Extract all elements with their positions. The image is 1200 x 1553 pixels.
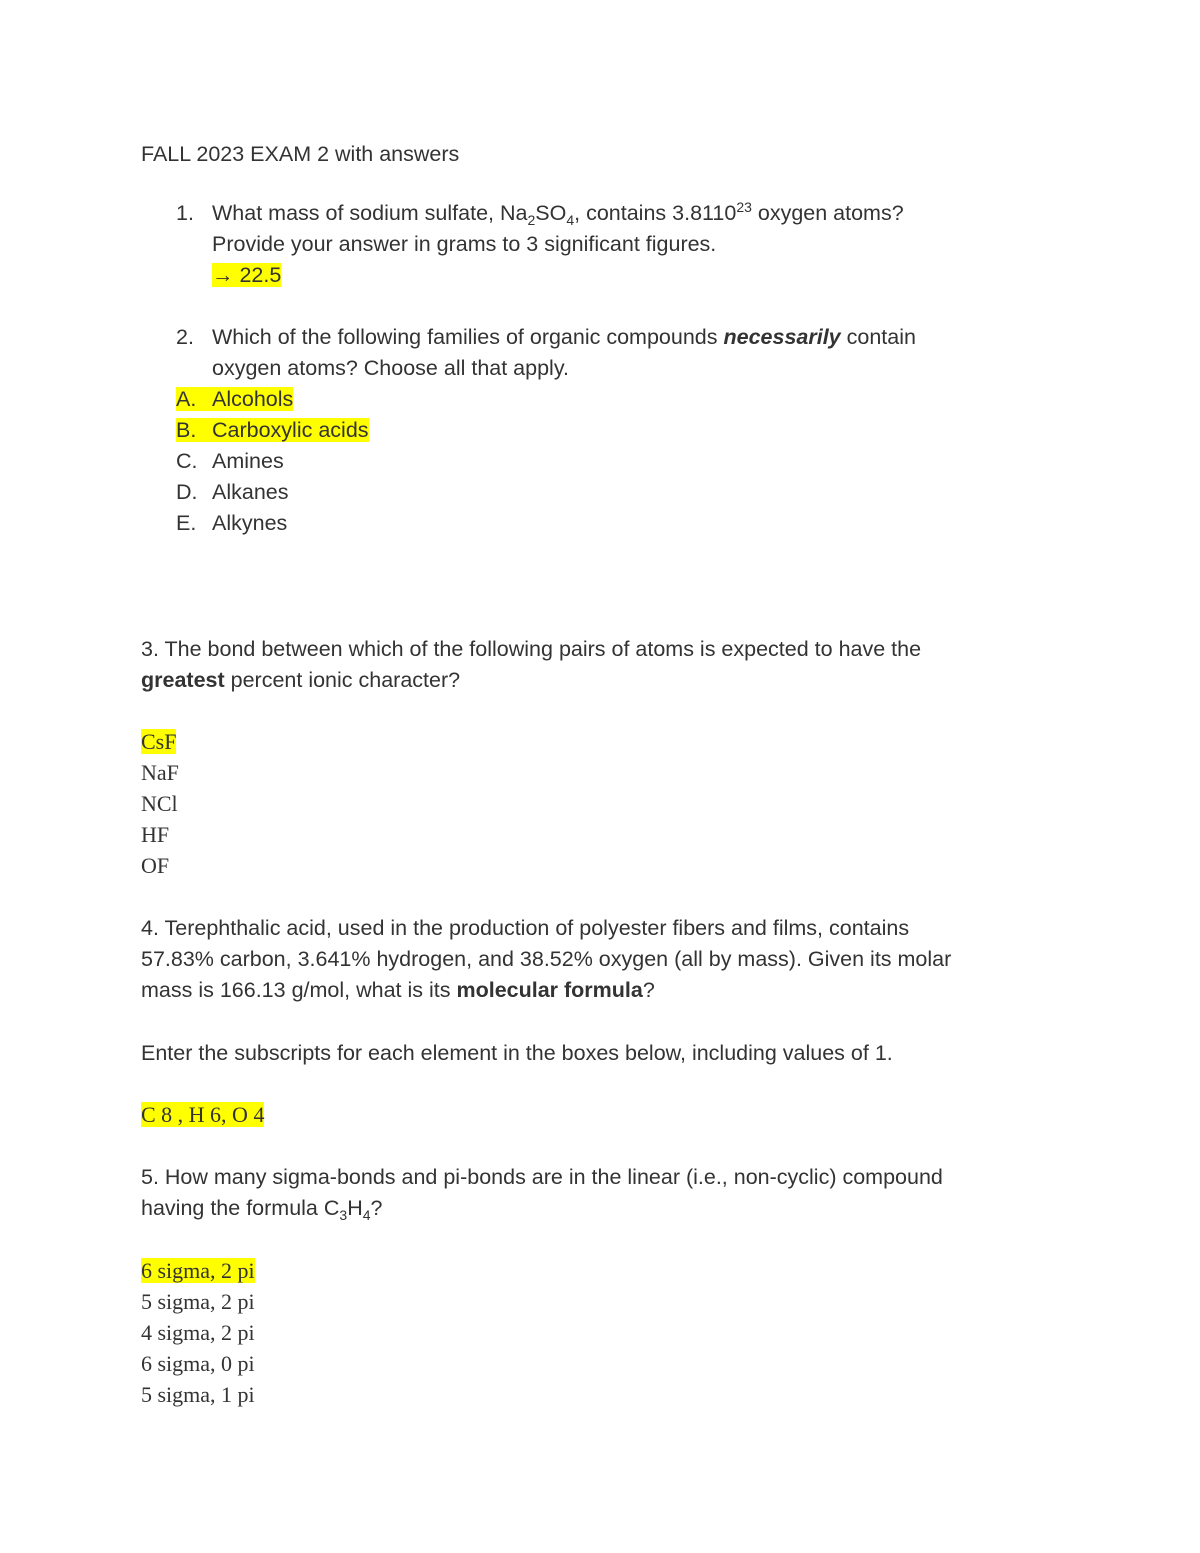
- option-b: [176, 416, 369, 444]
- option-letter: D.: [176, 480, 198, 504]
- question-4-line-3: [141, 976, 655, 1004]
- question-4-line-1: 4. Terephthalic acid, used in the production of polyester fibers and films, contains: [141, 916, 910, 940]
- superscript: 23: [736, 199, 752, 215]
- subscript: 4: [362, 1207, 371, 1223]
- q3-option-5: OF: [141, 853, 170, 878]
- option-letter: C.: [176, 449, 198, 473]
- option-d: [176, 478, 289, 506]
- question-4-line-2: 57.83% carbon, 3.641% hydrogen, and 38.52% oxygen (all by mass). Given its molar: [141, 947, 952, 971]
- answer-highlight: → 22.5: [212, 263, 282, 287]
- subscript: 2: [527, 212, 536, 228]
- option-letter: B.: [176, 418, 197, 442]
- question-3-line-2: [141, 666, 460, 694]
- q5-option-1: [141, 1257, 255, 1285]
- question-1-text: What mass of sodium sulfate, Na: [212, 201, 528, 225]
- option-label: Carboxylic acids: [212, 418, 369, 442]
- document-title: FALL 2023 EXAM 2 with answers: [141, 142, 460, 166]
- question-5-line-2: [141, 1194, 382, 1222]
- answer-highlight: 6 sigma, 2 pi: [141, 1258, 255, 1283]
- subscript: 3: [339, 1207, 348, 1223]
- q3-option-2: NaF: [141, 760, 179, 785]
- q3-option-3: NCl: [141, 791, 178, 816]
- q3-option-4: HF: [141, 822, 170, 847]
- question-1-answer: [212, 261, 281, 289]
- answer-highlight: [176, 387, 293, 411]
- question-1: [176, 199, 904, 227]
- answer-highlight: [176, 418, 369, 442]
- question-1-number: 1.: [176, 201, 194, 225]
- option-c: [176, 447, 284, 475]
- emphasis-text: greatest: [141, 668, 225, 692]
- question-1-line-2: Provide your answer in grams to 3 significant figures.: [212, 232, 717, 256]
- subscript: 4: [566, 212, 575, 228]
- emphasis-text: molecular formula: [456, 978, 643, 1002]
- q5-option-5: 5 sigma, 1 pi: [141, 1382, 255, 1407]
- question-1-text: SO: [535, 201, 567, 225]
- option-e: [176, 509, 287, 537]
- answer-highlight: CsF: [141, 729, 177, 754]
- emphasis-text: necessarily: [723, 325, 841, 349]
- question-2-text: Which of the following families of organic compounds: [212, 325, 724, 349]
- q5-option-2: 5 sigma, 2 pi: [141, 1289, 255, 1314]
- question-3-text: percent ionic character?: [224, 668, 461, 692]
- q5-option-4: 6 sigma, 0 pi: [141, 1351, 255, 1376]
- question-2: [176, 323, 916, 351]
- question-2-line-2: oxygen atoms? Choose all that apply.: [212, 356, 569, 380]
- question-5-text: having the formula C: [141, 1196, 340, 1220]
- question-4-text: mass is 166.13 g/mol, what is its: [141, 978, 457, 1002]
- option-letter: A.: [176, 387, 197, 411]
- question-5-text: H: [347, 1196, 363, 1220]
- question-2-number: 2.: [176, 325, 194, 349]
- option-letter: E.: [176, 511, 197, 535]
- question-4-answer: [141, 1101, 264, 1129]
- q3-option-1: [141, 728, 176, 756]
- question-4-text: ?: [642, 978, 655, 1002]
- question-4-instruction: Enter the subscripts for each element in the boxes below, including values of 1.: [141, 1041, 893, 1065]
- question-5-text: ?: [370, 1196, 383, 1220]
- question-5-line-1: 5. How many sigma-bonds and pi-bonds are in the linear (i.e., non-cyclic) compound: [141, 1165, 943, 1189]
- option-a: [176, 385, 293, 413]
- q5-option-3: 4 sigma, 2 pi: [141, 1320, 255, 1345]
- option-label: Alcohols: [212, 387, 294, 411]
- question-2-text: contain: [840, 325, 916, 349]
- question-1-text: , contains 3.8110: [574, 201, 737, 225]
- question-1-text: oxygen atoms?: [751, 201, 904, 225]
- option-label: Alkynes: [212, 511, 288, 535]
- question-3-line-1: 3. The bond between which of the following pairs of atoms is expected to have the: [141, 637, 922, 661]
- answer-highlight: C 8 , H 6, O 4: [141, 1102, 265, 1127]
- option-label: Amines: [212, 449, 284, 473]
- option-label: Alkanes: [212, 480, 289, 504]
